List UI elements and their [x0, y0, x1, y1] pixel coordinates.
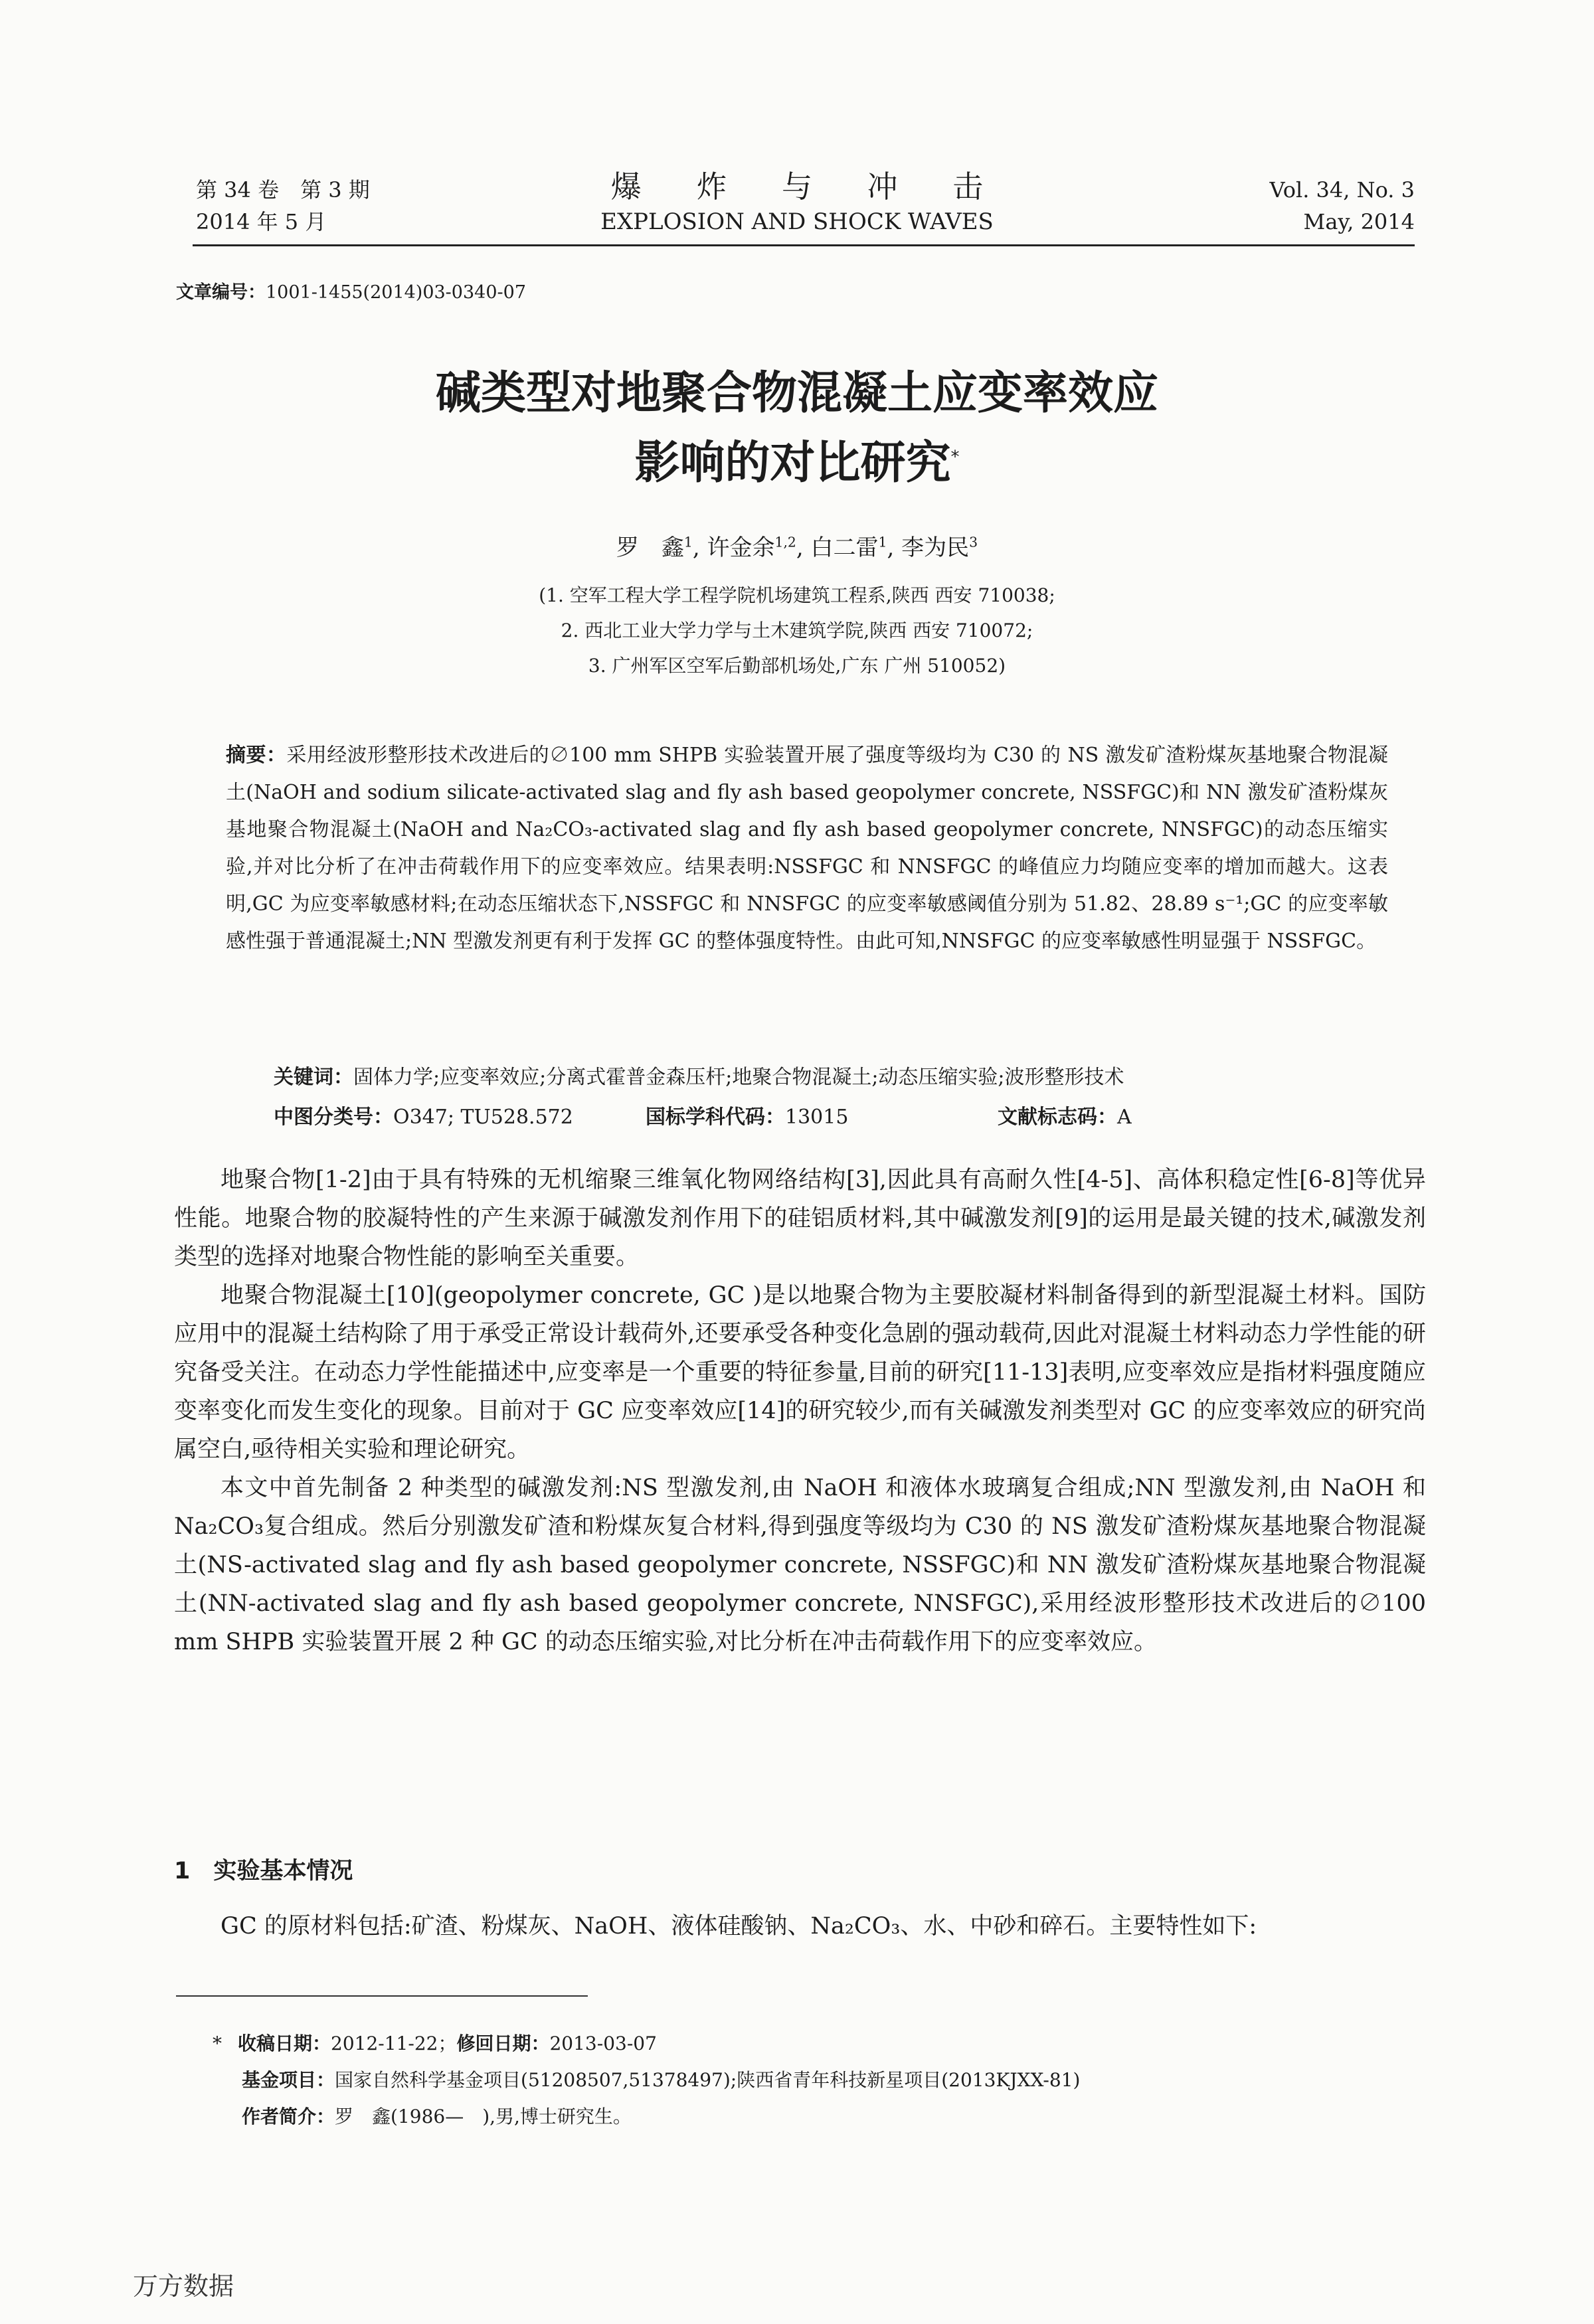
footnote-fund [213, 2062, 1080, 2098]
abstract [226, 737, 1388, 960]
affiliation-line: (1. 空军工程大学工程学院机场建筑工程系,陕西 西安 710038; [539, 584, 1055, 606]
body-text [174, 1161, 1426, 1661]
fund-text: 国家自然科学基金项目(51208507,51378497);陕西省青年科技新星项目(2013KJXX-81) [335, 2069, 1081, 2091]
abstract-label: 摘要： [226, 744, 287, 767]
body-paragraph: 地聚合物混凝土[10](geopolymer concrete, GC )是以地聚合物为主要胶凝材料制备得到的新型混凝土材料。国防应用中的混凝土结构除了用于承受正常设计载荷外,还要承受各种变化急剧的强动载荷,因此对混凝土材料动态力学性能的研究备受关注。在动态力学性能描述中,应变率是一个重要的特征参量,目前的研究[11-13]表明,应变率效应是指材料强度随应变率变化而发生变化的现象。目前对于 GC 应变率效应[14]的研究较少,而有关碱激发剂类型对 GC 的应变率效应的研究尚属空白,亟待相关实验和理论研究。 [174, 1282, 1426, 1463]
footnote-star: * [213, 2033, 222, 2054]
header-rule [193, 244, 1415, 246]
affiliation-line: 3. 广州军区空军后勤部机场处,广东 广州 510052) [588, 655, 1006, 677]
author-affiliation-mark: 1,2 [774, 534, 796, 550]
body-paragraph: 地聚合物[1-2]由于具有特殊的无机缩聚三维氧化物网络结构[3],因此具有高耐久性[4-5]、高体积稳定性[6-8]等优异性能。地聚合物的胶凝特性的产生来源于碱激发剂作用下的硅铝质材料,其中碱激发剂[9]的运用是最关键的技术,碱激发剂类型的选择对地聚合物性能的影响至关重要。 [174, 1167, 1426, 1270]
subject-code-value: 13015 [785, 1106, 849, 1129]
footnote-dates [213, 2025, 1080, 2062]
header-volume-cn [196, 174, 370, 238]
date-en: May, 2014 [1303, 209, 1415, 234]
footnotes [213, 2025, 1080, 2135]
clc-value: O347; TU528.572 [393, 1106, 573, 1129]
watermark: 万方数据 [133, 2272, 234, 2301]
received-date: 2012-11-22； [331, 2033, 457, 2054]
title-line-1: 碱类型对地聚合物混凝土应变率效应 [435, 367, 1158, 420]
section-paragraph: GC 的原材料包括:矿渣、粉煤灰、NaOH、液体硅酸钠、Na₂CO₃、水、中砂和碎石。主要特性如下: [221, 1913, 1257, 1940]
journal-name-en: EXPLOSION AND SHOCK WAVES [600, 208, 994, 235]
revised-date: 2013-03-07 [549, 2033, 657, 2054]
subject-code-label: 国标学科代码： [646, 1106, 785, 1129]
volume-issue-cn: 第 34 卷 第 3 期 [196, 177, 370, 203]
clc-label: 中图分类号： [274, 1106, 393, 1129]
journal-name-cn: 爆 炸 与 冲 击 [610, 169, 1006, 205]
paper-title [179, 359, 1415, 498]
article-number-value: 1001-1455(2014)03-0340-07 [266, 282, 527, 303]
header-volume-en [1270, 174, 1415, 238]
affiliation-line: 2. 西北工业大学力学与土木建筑学院,陕西 西安 710072; [561, 620, 1033, 641]
article-number-label: 文章编号： [176, 282, 266, 303]
author-list: 罗 鑫$^1$, 许金余$^{1,2}$, 白二雷$^1$, 李为民$^3$ [616, 534, 978, 561]
keywords [274, 1062, 1403, 1093]
body-paragraph: 本文中首先制备 2 种类型的碱激发剂:NS 型激发剂,由 NaOH 和液体水玻璃复合组成;NN 型激发剂,由 NaOH 和 Na₂CO₃复合组成。然后分别激发矿渣和粉煤灰复合材料,得到强度等级均为 C30 的 NS 激发矿渣粉煤灰基地聚合物混凝土(NS-activated slag and fly ash based geopolymer concrete, NSSFGC)和 NN 激发矿渣粉煤灰基地聚合物混凝土(NN-activated slag and fly ash based geopolymer concrete, NNSFGC),采用经波形整形技术改进后的∅100 mm SHPB 实验装置开展 2 种 GC 的动态压缩实验,对比分析在冲击荷载作用下的应变率效应。 [174, 1475, 1426, 1655]
keywords-label: 关键词： [274, 1066, 353, 1089]
volume-issue-en: Vol. 34, No. 3 [1269, 177, 1415, 203]
bio-text: 罗 鑫(1986— ),男,博士研究生。 [335, 2106, 632, 2127]
footnote-rule [176, 1995, 588, 1997]
document-code-label: 文献标志码： [998, 1106, 1117, 1129]
bio-label: 作者简介： [242, 2106, 335, 2127]
document-code-value: A [1117, 1106, 1132, 1129]
author: 白二雷 [810, 535, 879, 561]
date-cn: 2014 年 5 月 [196, 209, 327, 234]
fund-label: 基金项目： [242, 2069, 335, 2091]
author-affiliation-mark: 1 [878, 534, 887, 550]
revised-label: 修回日期： [456, 2033, 550, 2054]
title-line-2: 影响的对比研究 [634, 437, 951, 489]
abstract-text: 采用经波形整形技术改进后的∅100 mm SHPB 实验装置开展了强度等级均为 C30 的 NS 激发矿渣粉煤灰基地聚合物混凝土(NaOH and sodium silicate-activated slag and fly ash based geopolymer concrete, NSSFGC)和 NN 激发矿渣粉煤灰基地聚合物混凝土(NaOH and Na₂CO₃-activated slag and fly ash based geopolymer concrete, NNSFGC)的动态压缩实验,并对比分析了在冲击荷载作用下的应变率效应。结果表明:NSSFGC 和 NNSFGC 的峰值应力均随应变率的增加而越大。这表明,GC 为应变率敏感材料;在动态压缩状态下,NSSFGC 和 NNSFGC 的应变率敏感阈值分别为 51.82、28.89 s⁻¹;GC 的应变率敏感性强于普通混凝土;NN 型激发剂更有利于发挥 GC 的整体强度特性。由此可知,NNSFGC 的应变率敏感性明显强于 NSSFGC。 [226, 744, 1388, 953]
author-affiliation-mark: 1 [683, 534, 693, 550]
author: 李为民 [901, 535, 970, 561]
title-footnote-mark: * [950, 447, 960, 467]
footnote-bio [213, 2098, 1080, 2135]
author: 许金余 [707, 535, 775, 561]
author: 罗 鑫 [616, 535, 684, 561]
keywords-text: 固体力学;应变率效应;分离式霍普金森压杆;地聚合物混凝土;动态压缩实验;波形整形技术 [353, 1066, 1124, 1089]
received-label: 收稿日期： [238, 2033, 331, 2054]
article-number [176, 278, 526, 303]
section-heading: 1 实验基本情况 [174, 1858, 353, 1884]
classification-codes [274, 1102, 1403, 1133]
author-affiliation-mark: 3 [969, 534, 978, 550]
affiliations [179, 578, 1415, 683]
header-journal [584, 166, 1010, 236]
